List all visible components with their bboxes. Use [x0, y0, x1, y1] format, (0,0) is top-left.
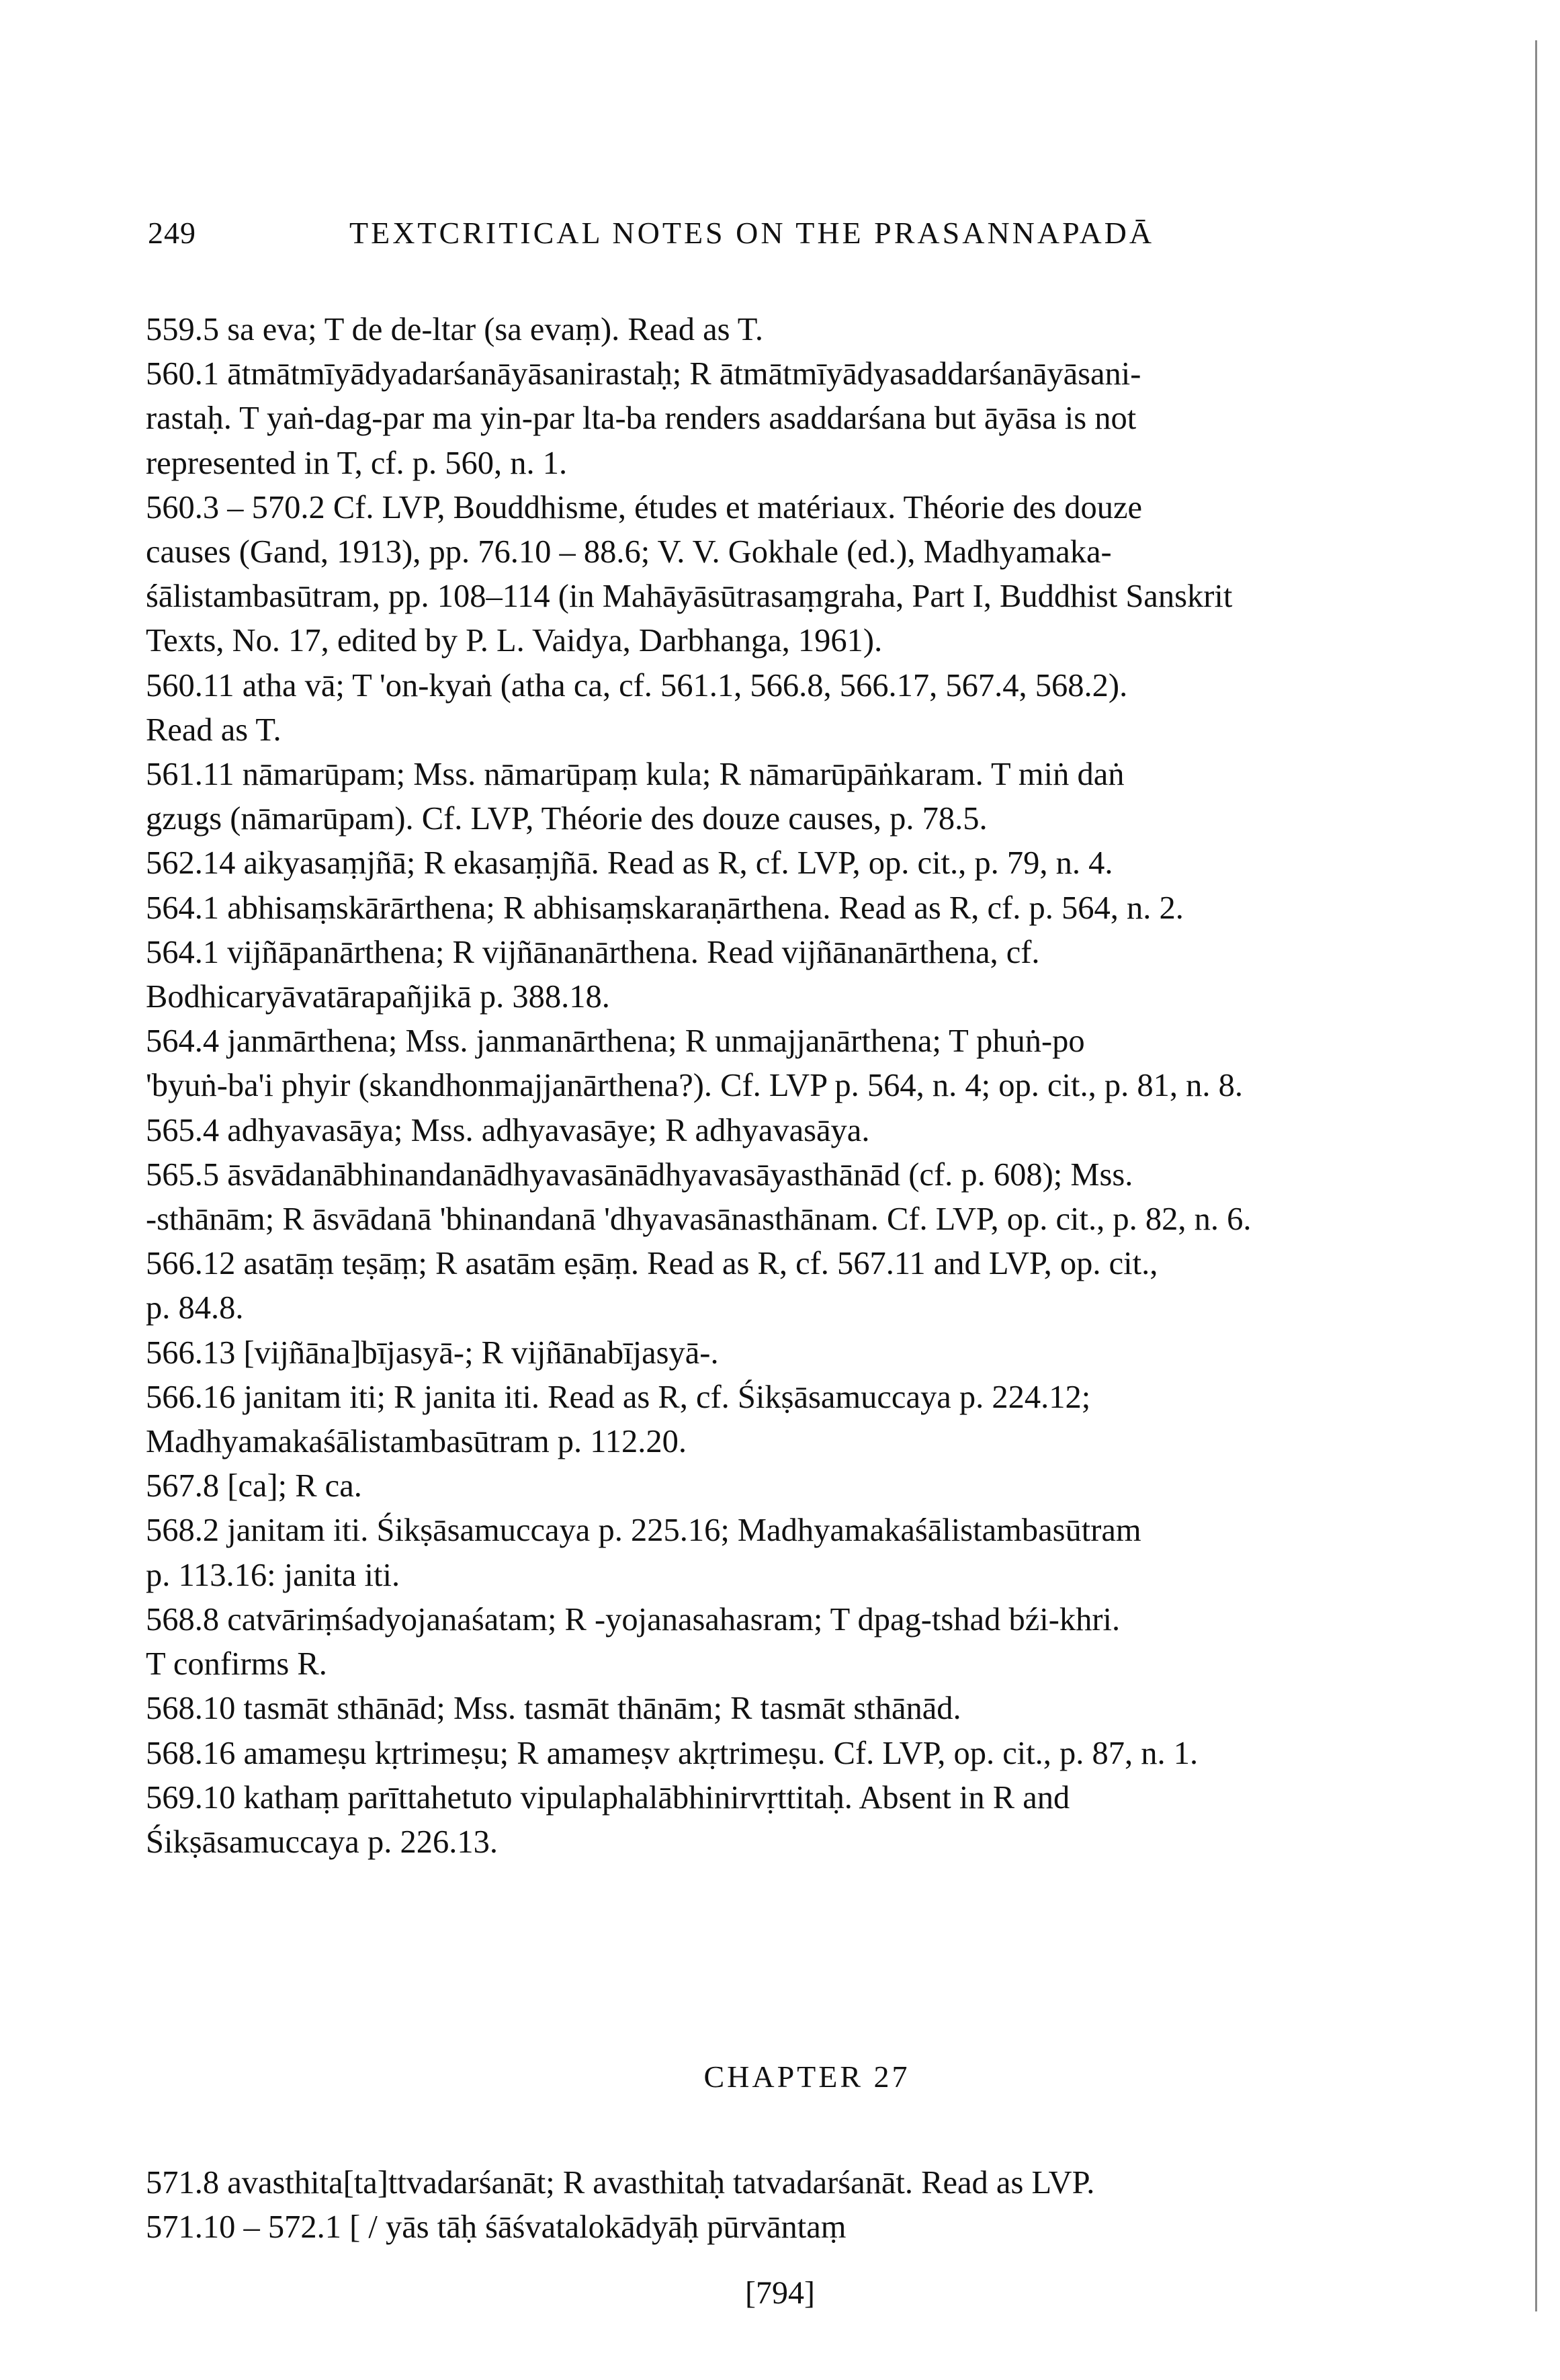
note-line: gzugs (nāmarūpam). Cf. LVP, Théorie des douze causes, p. 78.5. — [146, 801, 988, 837]
note-line: 571.8 avasthita[ta]ttvadarśanāt; R avasthitaḥ tatvadarśanāt. Read as LVP. — [146, 2165, 1095, 2201]
notes-block — [146, 308, 1355, 1865]
note-line: 568.10 tasmāt sthānād; Mss. tasmāt thānām; R tasmāt sthānād. — [146, 1691, 961, 1727]
folio-number — [0, 2275, 1560, 2311]
note-line: 560.3 – 570.2 Cf. LVP, Bouddhisme, études et matériaux. Théorie des douze — [146, 489, 1143, 525]
scan-edge-line — [1535, 40, 1537, 2311]
note-line: 560.11 atha vā; T 'on-kyaṅ (atha ca, cf. 561.1, 566.8, 566.17, 567.4, 568.2). — [146, 667, 1128, 704]
running-title: TEXTCRITICAL NOTES ON THE PRASANNAPADĀ — [349, 216, 1155, 250]
note-line: 565.4 adhyavasāya; Mss. adhyavasāye; R adhyavasāya. — [146, 1112, 870, 1148]
note-line: 564.1 vijñāpanārthena; R vijñānanārthena. Read vijñānanārthena, cf. — [146, 934, 1040, 970]
note-line: 561.11 nāmarūpam; Mss. nāmarūpaṃ kula; R nāmarūpāṅkaram. T miṅ daṅ — [146, 757, 1125, 793]
note-line: 566.12 asatāṃ teṣāṃ; R asatām eṣāṃ. Read as R, cf. 567.11 and LVP, op. cit., — [146, 1246, 1158, 1282]
note-line: 568.16 amameṣu kṛtrimeṣu; R amameṣv akṛtrimeṣu. Cf. LVP, op. cit., p. 87, n. 1. — [146, 1735, 1199, 1771]
note-line: 564.4 janmārthena; Mss. janmanārthena; R unmajjanārthena; T phuṅ-po — [146, 1023, 1085, 1060]
note-line: 'byuṅ-ba'i phyir (skandhonmajjanārthena?). Cf. LVP p. 564, n. 4; op. cit., p. 81, n. 8. — [146, 1068, 1243, 1104]
note-line: 565.5 āsvādanābhinandanādhyavasānādhyavasāyasthānād (cf. p. 608); Mss. — [146, 1156, 1133, 1193]
note-line: Bodhicaryāvatārapañjikā p. 388.18. — [146, 979, 610, 1015]
note-line: Texts, No. 17, edited by P. L. Vaidya, Darbhanga, 1961). — [146, 623, 883, 659]
note-line: 562.14 aikyasaṃjñā; R ekasaṃjñā. Read as R, cf. LVP, op. cit., p. 79, n. 4. — [146, 845, 1113, 882]
running-header — [148, 215, 1357, 255]
note-line: Madhyamakaśālistambasūtram p. 112.20. — [146, 1424, 687, 1460]
folio-text: [794] — [745, 2275, 815, 2311]
note-line: 564.1 abhisaṃskārārthena; R abhisaṃskaraṇārthena. Read as R, cf. p. 564, n. 2. — [146, 890, 1184, 926]
note-line: 566.16 janitam iti; R janita iti. Read as R, cf. Śikṣāsamuccaya p. 224.12; — [146, 1379, 1091, 1415]
note-line: 560.1 ātmātmīyādyadarśanāyāsanirastaḥ; R ātmātmīyādyasaddarśanāyāsani- — [146, 356, 1141, 392]
note-line: śālistambasūtram, pp. 108–114 (in Mahāyāsūtrasaṃgraha, Part I, Buddhist Sanskrit — [146, 579, 1233, 615]
note-line: -sthānām; R āsvādanā 'bhinandanā 'dhyavasānasthānam. Cf. LVP, op. cit., p. 82, n. 6. — [146, 1201, 1252, 1238]
note-line: p. 84.8. — [146, 1290, 244, 1326]
note-line: represented in T, cf. p. 560, n. 1. — [146, 445, 568, 481]
note-line: causes (Gand, 1913), pp. 76.10 – 88.6; V. V. Gokhale (ed.), Madhyamaka- — [146, 534, 1112, 570]
page-number: 249 — [148, 216, 196, 250]
note-line: p. 113.16: janita iti. — [146, 1557, 400, 1593]
chapter-notes-block — [146, 2161, 1355, 2250]
note-line: 568.8 catvāriṃśadyojanaśatam; R -yojanasahasram; T dpag-tshad bźi-khri. — [146, 1601, 1121, 1638]
chapter-heading: CHAPTER 27 — [703, 2059, 910, 2094]
note-line: rastaḥ. T yaṅ-dag-par ma yin-par lta-ba renders asaddarśana but āyāsa is not — [146, 400, 1137, 437]
note-line: 567.8 [ca]; R ca. — [146, 1468, 362, 1504]
note-line: Śikṣāsamuccaya p. 226.13. — [146, 1824, 498, 1860]
note-line: 569.10 kathaṃ parīttahetuto vipulaphalābhinirvṛttitaḥ. Absent in R and — [146, 1779, 1070, 1816]
note-line: 571.10 – 572.1 [ / yās tāḥ śāśvatalokādyāḥ pūrvāntaṃ — [146, 2209, 847, 2245]
note-line: 566.13 [vijñāna]bījasyā-; R vijñānabījasyā-. — [146, 1334, 719, 1371]
note-line: 559.5 sa eva; T de de-ltar (sa evaṃ). Read as T. — [146, 312, 763, 347]
note-line: 568.2 janitam iti. Śikṣāsamuccaya p. 225.16; Madhyamakaśālistambasūtram — [146, 1513, 1141, 1549]
note-line: Read as T. — [146, 712, 281, 748]
note-line: T confirms R. — [146, 1646, 327, 1683]
